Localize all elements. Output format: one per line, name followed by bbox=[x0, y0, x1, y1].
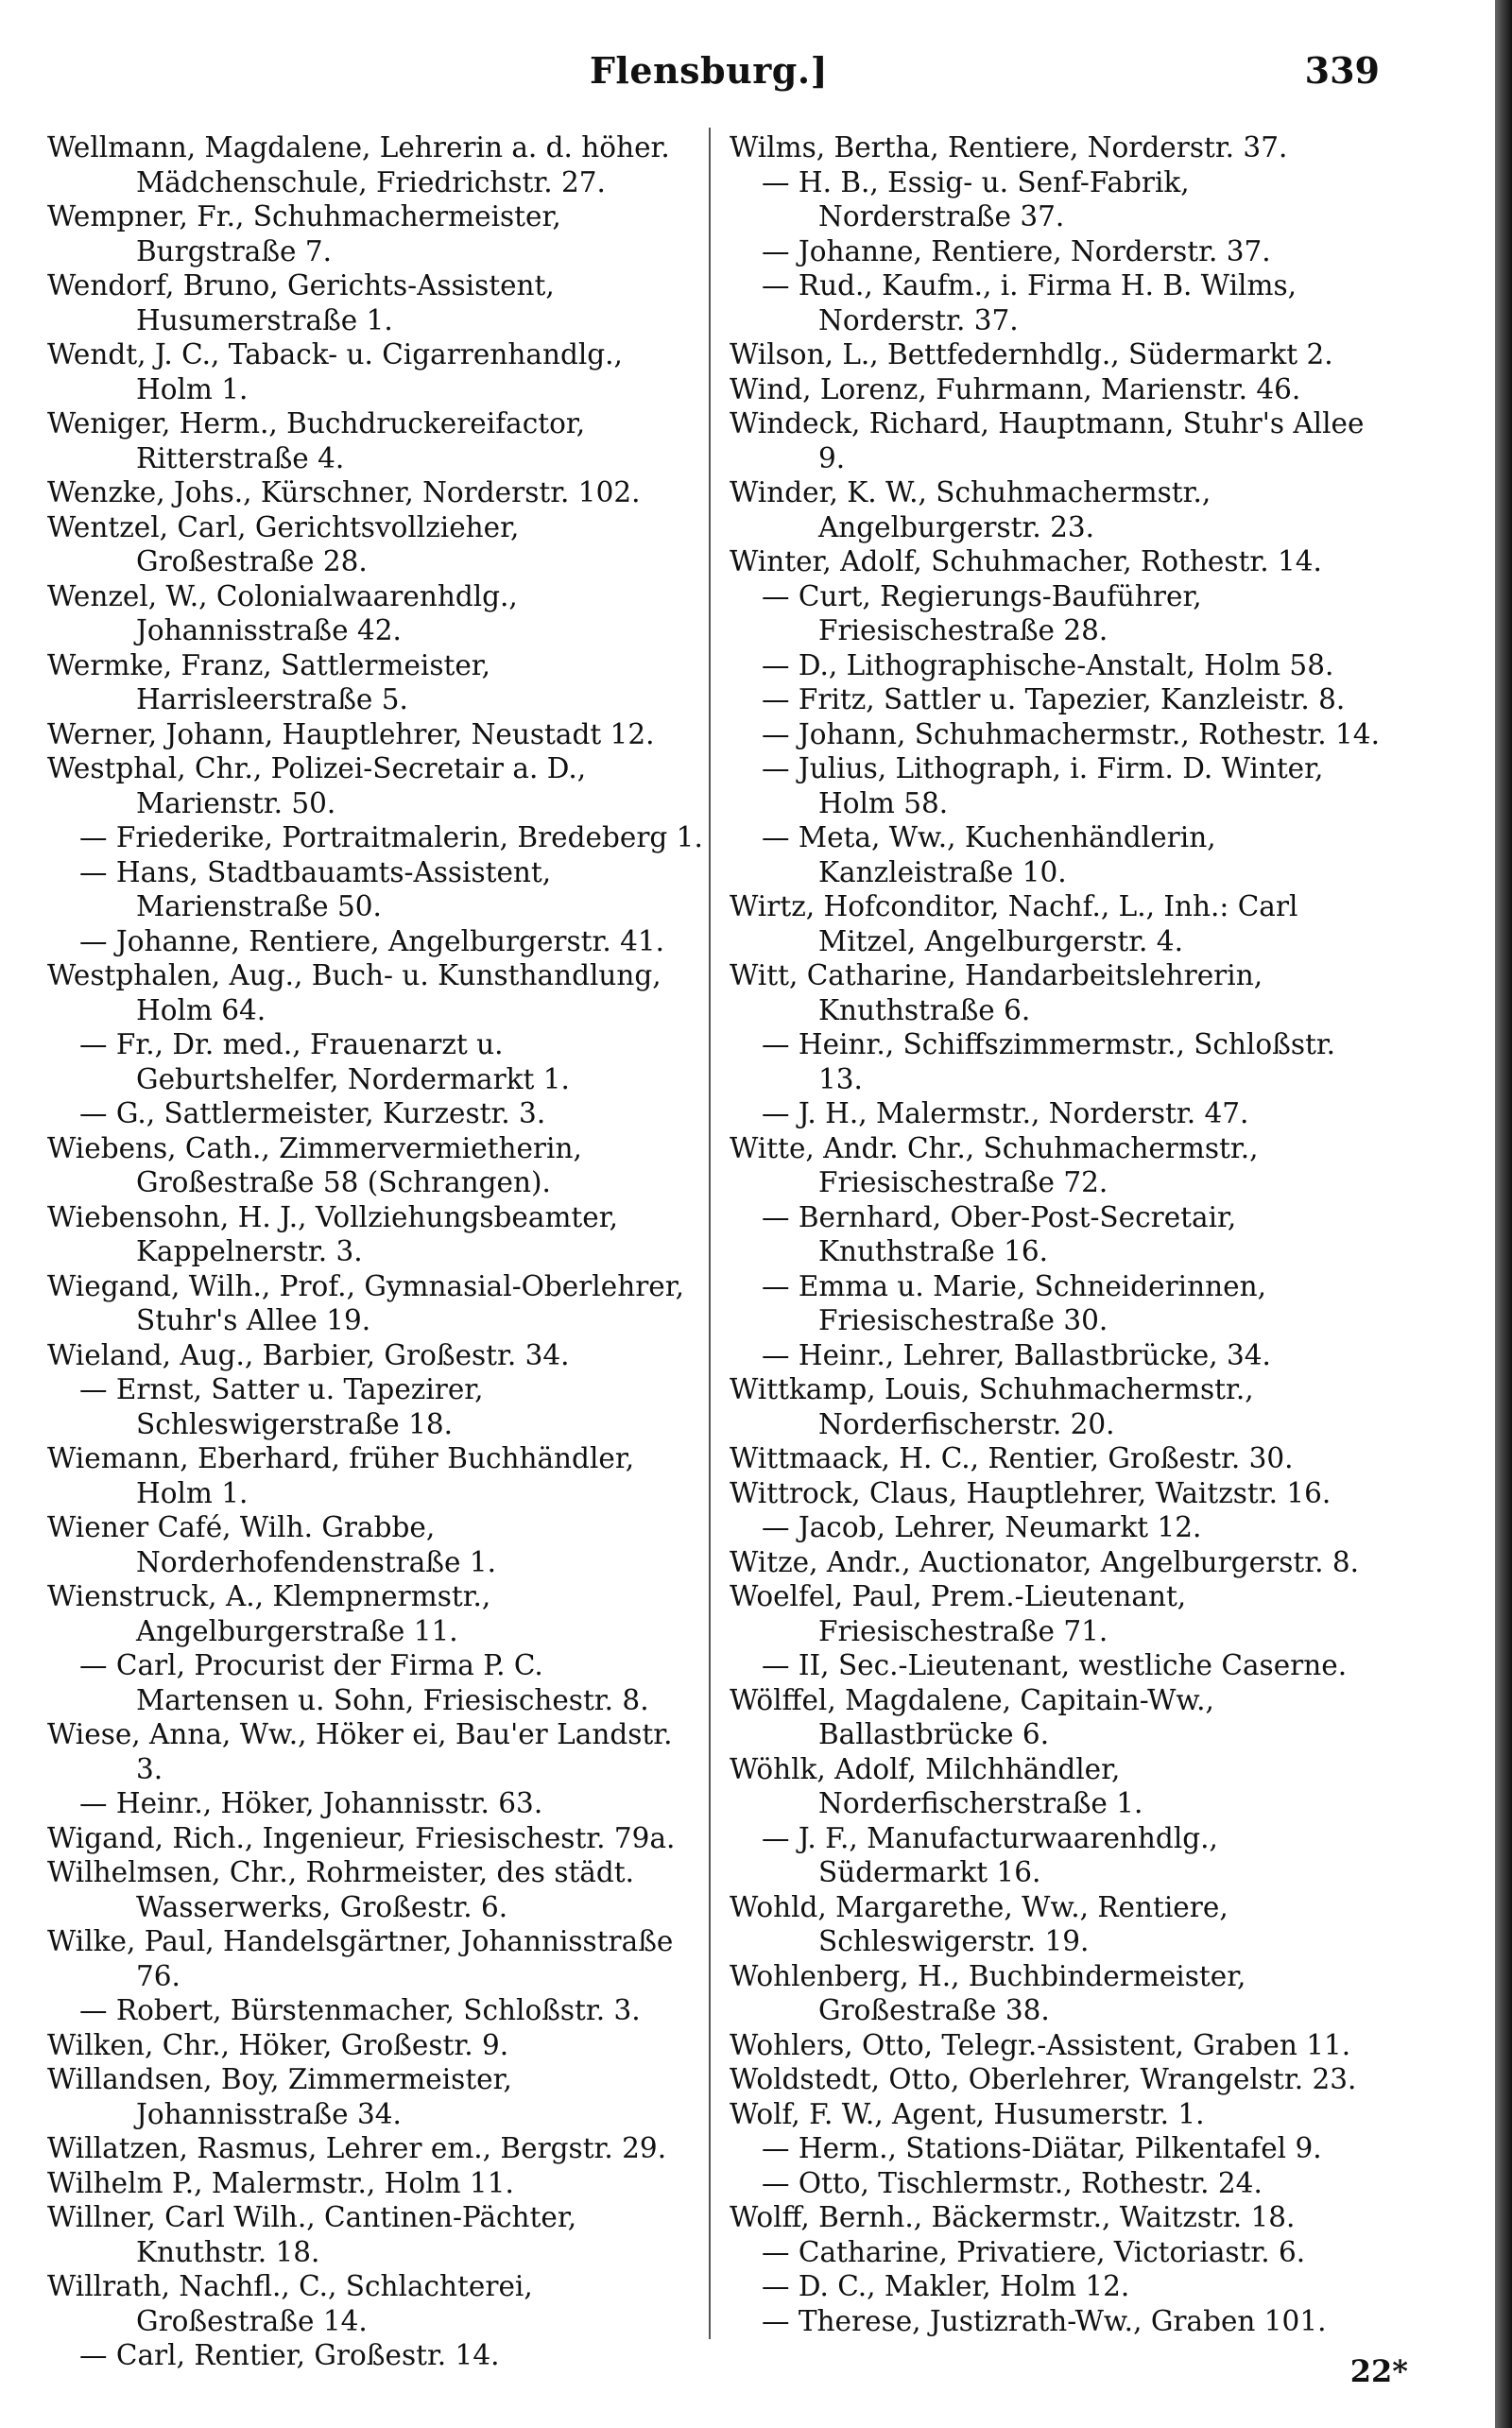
directory-entry: Willatzen, Rasmus, Lehrer em., Bergstr. 29. bbox=[47, 2132, 667, 2164]
directory-entry: Wiese, Anna, Ww., Höker ei, Bau'er Landstr. 3. bbox=[47, 1718, 673, 1785]
directory-entry: Wilhelmsen, Chr., Rohrmeister, des städt. Wasserwerks, Großestr. 6. bbox=[47, 1856, 635, 1923]
directory-entry: Wilhelm P., Malermstr., Holm 11. bbox=[47, 2166, 514, 2199]
directory-entry: Wiemann, Eberhard, früher Buchhändler, Holm 1. bbox=[47, 1442, 635, 1509]
directory-entry: Winder, K. W., Schuhmachermstr., Angelburgerstr. 23. bbox=[730, 476, 1211, 543]
directory-entry: — Fritz, Sattler u. Tapezier, Kanzleistr. 8. bbox=[762, 683, 1346, 715]
directory-entry: — Emma u. Marie, Schneiderinnen, Friesischestraße 30. bbox=[762, 1269, 1266, 1336]
page-number: 339 bbox=[1304, 49, 1380, 92]
directory-entry: Wiegand, Wilh., Prof., Gymnasial-Oberlehrer, Stuhr's Allee 19. bbox=[47, 1269, 684, 1336]
directory-entry: Wittrock, Claus, Hauptlehrer, Waitzstr. 16. bbox=[730, 1476, 1332, 1509]
directory-entry: — J. H., Malermstr., Norderstr. 47. bbox=[762, 1097, 1249, 1129]
directory-entry: Wind, Lorenz, Fuhrmann, Marienstr. 46. bbox=[730, 372, 1301, 405]
directory-entry: — Robert, Bürstenmacher, Schloßstr. 3. bbox=[79, 1994, 641, 2026]
directory-entry: Westphal, Chr., Polizei-Secretair a. D., Marienstr. 50. bbox=[47, 752, 587, 819]
directory-entry: — G., Sattlermeister, Kurzestr. 3. bbox=[79, 1097, 546, 1129]
directory-entry: Wienstruck, A., Klempnermstr., Angelburgerstraße 11. bbox=[47, 1580, 491, 1647]
directory-entry: Wieland, Aug., Barbier, Großestr. 34. bbox=[47, 1338, 570, 1371]
directory-entry: — Curt, Regierungs-Bauführer, Friesischestraße 28. bbox=[762, 579, 1202, 646]
directory-entry: Wellmann, Magdalene, Lehrerin a. d. höher. Mädchenschule, Friedrichstr. 27. bbox=[47, 131, 670, 198]
signature-mark: 22* bbox=[1349, 2353, 1408, 2389]
directory-entry: Wilke, Paul, Handelsgärtner, Johannisstraße 76. bbox=[47, 1925, 674, 1992]
directory-entry: Wittkamp, Louis, Schuhmachermstr., Norderfischerstr. 20. bbox=[730, 1373, 1254, 1440]
directory-entry: — J. F., Manufacturwaarenhdlg., Südermarkt 16. bbox=[762, 1821, 1218, 1888]
directory-entry: Winter, Adolf, Schuhmacher, Rothestr. 14. bbox=[730, 545, 1322, 577]
directory-entry: — Bernhard, Ober-Post-Secretair, Knuthstraße 16. bbox=[762, 1200, 1237, 1267]
directory-entry: Wendorf, Bruno, Gerichts-Assistent, Husumerstraße 1. bbox=[47, 269, 555, 336]
directory-entry: — Heinr., Lehrer, Ballastbrücke, 34. bbox=[762, 1338, 1271, 1371]
directory-entry: Witt, Catharine, Handarbeitslehrerin, Knuthstraße 6. bbox=[730, 959, 1263, 1026]
directory-entry: — Ernst, Satter u. Tapezirer, Schleswigerstraße 18. bbox=[79, 1373, 484, 1440]
directory-entry: Weniger, Herm., Buchdruckereifactor, Ritterstraße 4. bbox=[47, 407, 586, 474]
directory-entry: — Fr., Dr. med., Frauenarzt u. Geburtshelfer, Nordermarkt 1. bbox=[79, 1028, 570, 1095]
directory-entry: — Heinr., Schiffszimmermstr., Schloßstr. 13. bbox=[762, 1028, 1336, 1095]
directory-entry: — Rud., Kaufm., i. Firma H. B. Wilms, Norderstr. 37. bbox=[762, 269, 1297, 336]
directory-entry: Wöhlk, Adolf, Milchhändler, Norderfischerstraße 1. bbox=[730, 1752, 1143, 1819]
directory-entry: Wiebens, Cath., Zimmervermietherin, Großestraße 58 (Schrangen). bbox=[47, 1131, 582, 1198]
directory-entry: — Friederike, Portraitmalerin, Bredeberg 1. bbox=[79, 821, 703, 853]
page-header bbox=[38, 49, 1380, 106]
directory-entry: Woldstedt, Otto, Oberlehrer, Wrangelstr. 23. bbox=[730, 2063, 1357, 2095]
left-column bbox=[47, 130, 704, 2373]
directory-entry: — Catharine, Privatiere, Victoriastr. 6. bbox=[762, 2235, 1306, 2268]
directory-entry: Wentzel, Carl, Gerichtsvollzieher, Großestraße 28. bbox=[47, 510, 520, 577]
directory-entry: Willner, Carl Wilh., Cantinen-Pächter, Knuthstr. 18. bbox=[47, 2201, 577, 2268]
directory-entry: — D. C., Makler, Holm 12. bbox=[762, 2270, 1130, 2302]
directory-entry: — Otto, Tischlermstr., Rothestr. 24. bbox=[762, 2166, 1263, 2199]
running-title: Flensburg.] bbox=[589, 49, 829, 92]
directory-entry: Willandsen, Boy, Zimmermeister, Johannisstraße 34. bbox=[47, 2063, 512, 2130]
directory-entry: — Johanne, Rentiere, Angelburgerstr. 41. bbox=[79, 924, 665, 957]
directory-entry: Wittmaack, H. C., Rentier, Großestr. 30. bbox=[730, 1442, 1294, 1474]
directory-entry: — Carl, Procurist der Firma P. C. Martensen u. Sohn, Friesischestr. 8. bbox=[79, 1649, 649, 1716]
directory-entry: Wiener Café, Wilh. Grabbe, Norderhofendenstraße 1. bbox=[47, 1511, 496, 1578]
column-divider bbox=[709, 128, 711, 2339]
directory-entry: Wenzel, W., Colonialwaarenhdlg., Johannisstraße 42. bbox=[47, 579, 518, 646]
directory-entry: Woelfel, Paul, Prem.-Lieutenant, Friesischestraße 71. bbox=[730, 1580, 1187, 1647]
directory-entry: — II, Sec.-Lieutenant, westliche Caserne. bbox=[762, 1649, 1348, 1681]
directory-entry: Wolff, Bernh., Bäckermstr., Waitzstr. 18. bbox=[730, 2201, 1296, 2233]
directory-entry: Willrath, Nachfl., C., Schlachterei, Großestraße 14. bbox=[47, 2270, 533, 2337]
directory-entry: Wohlenberg, H., Buchbindermeister, Großestraße 38. bbox=[730, 1959, 1246, 2026]
directory-entry: Wermke, Franz, Sattlermeister, Harrisleerstraße 5. bbox=[47, 648, 491, 715]
directory-entry: — Julius, Lithograph, i. Firm. D. Winter, Holm 58. bbox=[762, 752, 1324, 819]
directory-entry: Wendt, J. C., Taback- u. Cigarrenhandlg., Holm 1. bbox=[47, 338, 623, 405]
directory-entry: Wiebensohn, H. J., Vollziehungsbeamter, Kappelnerstr. 3. bbox=[47, 1200, 618, 1267]
directory-entry: — Jacob, Lehrer, Neumarkt 12. bbox=[762, 1511, 1202, 1543]
directory-entry: — Johanne, Rentiere, Norderstr. 37. bbox=[762, 234, 1271, 267]
directory-entry: Wohld, Margarethe, Ww., Rentiere, Schleswigerstr. 19. bbox=[730, 1890, 1228, 1957]
directory-entry: — H. B., Essig- u. Senf-Fabrik, Norderstraße 37. bbox=[762, 165, 1190, 232]
directory-entry: Wempner, Fr., Schuhmachermeister, Burgstraße 7. bbox=[47, 200, 561, 267]
directory-entry: Wolf, F. W., Agent, Husumerstr. 1. bbox=[730, 2097, 1205, 2130]
directory-entry: Wirtz, Hofconditor, Nachf., L., Inh.: Carl Mitzel, Angelburgerstr. 4. bbox=[730, 890, 1298, 957]
directory-entry: Wohlers, Otto, Telegr.-Assistent, Graben 11. bbox=[730, 2028, 1351, 2061]
directory-entry: Wilken, Chr., Höker, Großestr. 9. bbox=[47, 2028, 509, 2061]
directory-entry: — Carl, Rentier, Großestr. 14. bbox=[79, 2339, 500, 2371]
directory-entry: Witze, Andr., Auctionator, Angelburgerstr. 8. bbox=[730, 1545, 1359, 1578]
directory-entry: Windeck, Richard, Hauptmann, Stuhr's Allee 9. bbox=[730, 407, 1365, 474]
directory-entry: — D., Lithographische-Anstalt, Holm 58. bbox=[762, 648, 1334, 681]
directory-entry: — Therese, Justizrath-Ww., Graben 101. bbox=[762, 2304, 1327, 2337]
directory-entry: — Herm., Stations-Diätar, Pilkentafel 9. bbox=[762, 2132, 1322, 2164]
directory-entry: Wilms, Bertha, Rentiere, Norderstr. 37. bbox=[730, 131, 1288, 164]
directory-entry: Wigand, Rich., Ingenieur, Friesischestr. 79a. bbox=[47, 1821, 676, 1854]
directory-entry: — Heinr., Höker, Johannisstr. 63. bbox=[79, 1787, 543, 1819]
directory-entry: — Meta, Ww., Kuchenhändlerin, Kanzleistraße 10. bbox=[762, 821, 1216, 888]
directory-entry: Wölffel, Magdalene, Capitain-Ww., Ballastbrücke 6. bbox=[730, 1683, 1214, 1750]
directory-entry: Westphalen, Aug., Buch- u. Kunsthandlung, Holm 64. bbox=[47, 959, 662, 1026]
directory-entry: Witte, Andr. Chr., Schuhmachermstr., Friesischestraße 72. bbox=[730, 1131, 1259, 1198]
directory-entry: Werner, Johann, Hauptlehrer, Neustadt 12. bbox=[47, 717, 655, 750]
directory-entry: Wenzke, Johs., Kürschner, Norderstr. 102. bbox=[47, 476, 641, 508]
right-column bbox=[730, 130, 1386, 2338]
directory-entry: — Hans, Stadtbauamts-Assistent, Marienstraße 50. bbox=[79, 855, 552, 922]
directory-entry: — Johann, Schuhmachermstr., Rothestr. 14. bbox=[762, 717, 1380, 750]
directory-entry: Wilson, L., Bettfedernhdlg., Südermarkt 2. bbox=[730, 338, 1333, 370]
